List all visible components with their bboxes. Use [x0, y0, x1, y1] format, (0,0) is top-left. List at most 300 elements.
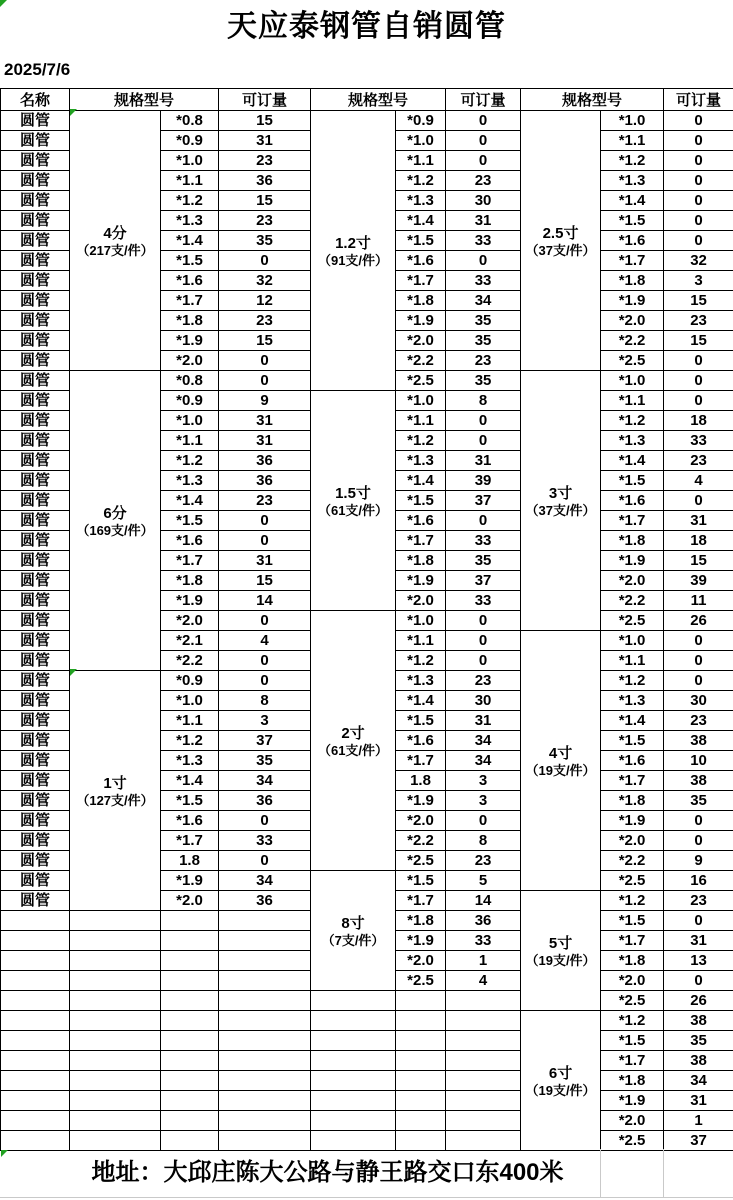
spec-cell[interactable]: *1.9 [396, 791, 446, 811]
qty-cell[interactable]: 37 [219, 731, 311, 751]
spec-cell[interactable]: *1.5 [601, 1031, 664, 1051]
qty-cell[interactable]: 0 [664, 111, 733, 131]
spec-cell[interactable]: *1.4 [396, 211, 446, 231]
spec-cell[interactable]: *1.6 [161, 531, 219, 551]
group-label-cell[interactable] [311, 871, 396, 991]
qty-cell[interactable]: 0 [219, 671, 311, 691]
qty-cell[interactable]: 4 [446, 971, 521, 991]
qty-cell[interactable]: 0 [446, 511, 521, 531]
qty-cell[interactable]: 36 [219, 891, 311, 911]
sheet-title[interactable]: 天应泰钢管自销圆管 [227, 10, 506, 43]
header-name-cell[interactable]: 名称 [1, 89, 70, 111]
qty-cell[interactable] [219, 911, 311, 931]
qty-cell[interactable]: 38 [664, 1011, 733, 1031]
group-label-cell[interactable] [70, 111, 161, 371]
spec-cell[interactable]: *1.1 [161, 711, 219, 731]
pipe-name-cell[interactable]: 圆管 [1, 331, 70, 351]
group-label-cell[interactable] [70, 1071, 161, 1091]
spec-cell[interactable]: *1.0 [161, 411, 219, 431]
spec-cell[interactable]: *1.1 [396, 411, 446, 431]
spec-cell[interactable]: *1.5 [396, 871, 446, 891]
spec-cell[interactable]: *1.7 [161, 291, 219, 311]
qty-cell[interactable]: 0 [664, 651, 733, 671]
pipe-name-cell[interactable]: 圆管 [1, 711, 70, 731]
qty-cell[interactable] [219, 1011, 311, 1031]
spec-cell[interactable] [396, 1131, 446, 1151]
qty-cell[interactable]: 15 [219, 111, 311, 131]
spec-cell[interactable]: *1.3 [601, 171, 664, 191]
pipe-name-cell[interactable]: 圆管 [1, 171, 70, 191]
spec-cell[interactable]: *1.2 [396, 651, 446, 671]
spec-cell[interactable]: *0.8 [161, 111, 219, 131]
pipe-name-cell[interactable]: 圆管 [1, 291, 70, 311]
qty-cell[interactable]: 9 [219, 391, 311, 411]
spec-cell[interactable] [161, 1051, 219, 1071]
spec-cell[interactable]: *1.6 [161, 811, 219, 831]
spec-cell[interactable]: *1.6 [161, 271, 219, 291]
spec-cell[interactable]: *2.5 [601, 611, 664, 631]
group-label-cell[interactable] [311, 1111, 396, 1131]
qty-cell[interactable]: 31 [219, 431, 311, 451]
spec-cell[interactable]: *1.0 [396, 611, 446, 631]
spec-cell[interactable] [161, 1031, 219, 1051]
pipe-name-cell[interactable]: 圆管 [1, 611, 70, 631]
group-label-cell[interactable] [311, 1131, 396, 1151]
qty-cell[interactable]: 32 [664, 251, 733, 271]
qty-cell[interactable]: 31 [664, 931, 733, 951]
spec-cell[interactable]: *2.5 [601, 1131, 664, 1151]
qty-cell[interactable]: 34 [446, 731, 521, 751]
qty-cell[interactable]: 38 [664, 1051, 733, 1071]
pipe-name-cell[interactable]: 圆管 [1, 451, 70, 471]
pipe-name-cell[interactable]: 圆管 [1, 631, 70, 651]
spec-cell[interactable]: *2.2 [161, 651, 219, 671]
spec-cell[interactable]: *2.0 [161, 351, 219, 371]
group-label-cell[interactable] [311, 391, 396, 611]
spec-cell[interactable]: *1.0 [161, 691, 219, 711]
qty-cell[interactable]: 0 [664, 631, 733, 651]
group-label-cell[interactable] [70, 1131, 161, 1151]
group-label-cell[interactable] [70, 1051, 161, 1071]
qty-cell[interactable]: 14 [219, 591, 311, 611]
pipe-name-cell[interactable]: 圆管 [1, 311, 70, 331]
qty-cell[interactable]: 15 [219, 571, 311, 591]
spec-cell[interactable]: *1.9 [396, 311, 446, 331]
spec-cell[interactable]: *1.0 [396, 391, 446, 411]
spec-cell[interactable]: *1.8 [396, 911, 446, 931]
pipe-name-cell[interactable]: 圆管 [1, 651, 70, 671]
pipe-name-cell[interactable] [1, 971, 70, 991]
spec-cell[interactable]: *1.6 [601, 751, 664, 771]
header-spec-cell[interactable]: 规格型号 [311, 89, 446, 111]
group-label-cell[interactable] [70, 1091, 161, 1111]
spec-cell[interactable] [161, 951, 219, 971]
pipe-name-cell[interactable]: 圆管 [1, 391, 70, 411]
group-label-cell[interactable] [70, 991, 161, 1011]
address-bar[interactable]: 地址：大邱庄陈大公路与静王路交口东400米 [91, 1159, 564, 1186]
spec-cell[interactable]: *1.8 [601, 531, 664, 551]
header-qty-cell[interactable]: 可订量 [664, 89, 733, 111]
spec-cell[interactable] [396, 1111, 446, 1131]
group-label-cell[interactable] [70, 1031, 161, 1051]
qty-cell[interactable]: 0 [446, 431, 521, 451]
spec-cell[interactable] [161, 1131, 219, 1151]
header-spec-cell[interactable]: 规格型号 [70, 89, 219, 111]
qty-cell[interactable]: 0 [664, 371, 733, 391]
qty-cell[interactable]: 33 [664, 431, 733, 451]
spec-cell[interactable]: *1.7 [601, 931, 664, 951]
spec-cell[interactable]: *1.8 [601, 1071, 664, 1091]
spec-cell[interactable]: *1.2 [601, 151, 664, 171]
spec-cell[interactable]: *1.7 [601, 251, 664, 271]
qty-cell[interactable]: 0 [219, 511, 311, 531]
spec-cell[interactable] [396, 1071, 446, 1091]
qty-cell[interactable] [446, 991, 521, 1011]
spec-cell[interactable]: *2.0 [396, 811, 446, 831]
spec-cell[interactable] [396, 991, 446, 1011]
spec-cell[interactable]: *1.8 [161, 311, 219, 331]
qty-cell[interactable]: 23 [446, 851, 521, 871]
spec-cell[interactable]: *1.0 [601, 371, 664, 391]
spec-cell[interactable]: *1.4 [396, 471, 446, 491]
qty-cell[interactable]: 0 [219, 351, 311, 371]
pipe-name-cell[interactable]: 圆管 [1, 431, 70, 451]
spec-cell[interactable]: *2.2 [396, 351, 446, 371]
spec-cell[interactable]: *1.7 [601, 1051, 664, 1071]
qty-cell[interactable]: 33 [446, 271, 521, 291]
qty-cell[interactable] [219, 1071, 311, 1091]
qty-cell[interactable]: 34 [219, 771, 311, 791]
group-label-cell[interactable] [311, 1011, 396, 1031]
group-label-cell[interactable] [70, 1111, 161, 1131]
qty-cell[interactable]: 35 [446, 331, 521, 351]
qty-cell[interactable] [446, 1091, 521, 1111]
qty-cell[interactable]: 0 [446, 651, 521, 671]
spec-cell[interactable]: *1.2 [396, 171, 446, 191]
qty-cell[interactable]: 30 [446, 191, 521, 211]
spec-cell[interactable]: *1.2 [161, 451, 219, 471]
pipe-name-cell[interactable]: 圆管 [1, 211, 70, 231]
pipe-name-cell[interactable] [1, 991, 70, 1011]
pipe-name-cell[interactable] [1, 931, 70, 951]
spec-cell[interactable]: *1.3 [601, 691, 664, 711]
qty-cell[interactable]: 23 [446, 671, 521, 691]
qty-cell[interactable]: 15 [664, 331, 733, 351]
pipe-name-cell[interactable]: 圆管 [1, 851, 70, 871]
group-label-cell[interactable] [311, 111, 396, 391]
group-label-cell[interactable] [311, 1091, 396, 1111]
spec-cell[interactable]: *1.6 [396, 731, 446, 751]
qty-cell[interactable]: 33 [219, 831, 311, 851]
qty-cell[interactable] [219, 1091, 311, 1111]
qty-cell[interactable]: 0 [219, 611, 311, 631]
spec-cell[interactable]: *2.5 [396, 371, 446, 391]
group-label-cell[interactable] [70, 671, 161, 911]
qty-cell[interactable]: 38 [664, 731, 733, 751]
pipe-name-cell[interactable]: 圆管 [1, 511, 70, 531]
qty-cell[interactable]: 31 [664, 511, 733, 531]
spec-cell[interactable]: *0.9 [396, 111, 446, 131]
spec-cell[interactable]: *1.3 [161, 211, 219, 231]
qty-cell[interactable] [219, 1031, 311, 1051]
qty-cell[interactable]: 0 [219, 651, 311, 671]
qty-cell[interactable] [446, 1111, 521, 1131]
spec-cell[interactable]: *2.0 [601, 1111, 664, 1131]
spec-cell[interactable]: *1.2 [161, 191, 219, 211]
qty-cell[interactable]: 5 [446, 871, 521, 891]
spec-cell[interactable]: *1.5 [601, 471, 664, 491]
spec-cell[interactable] [396, 1031, 446, 1051]
header-qty-cell[interactable]: 可订量 [219, 89, 311, 111]
qty-cell[interactable]: 37 [446, 491, 521, 511]
spec-cell[interactable]: *1.6 [601, 491, 664, 511]
qty-cell[interactable]: 8 [219, 691, 311, 711]
pipe-name-cell[interactable]: 圆管 [1, 131, 70, 151]
qty-cell[interactable]: 36 [219, 171, 311, 191]
pipe-name-cell[interactable]: 圆管 [1, 571, 70, 591]
qty-cell[interactable]: 8 [446, 391, 521, 411]
spec-cell[interactable]: *1.4 [161, 771, 219, 791]
qty-cell[interactable]: 14 [446, 891, 521, 911]
spec-cell[interactable]: *2.0 [601, 311, 664, 331]
qty-cell[interactable] [446, 1051, 521, 1071]
pipe-name-cell[interactable]: 圆管 [1, 471, 70, 491]
qty-cell[interactable]: 0 [664, 191, 733, 211]
spec-cell[interactable]: *1.8 [601, 951, 664, 971]
spec-cell[interactable]: *1.2 [396, 431, 446, 451]
qty-cell[interactable]: 1 [446, 951, 521, 971]
qty-cell[interactable]: 12 [219, 291, 311, 311]
qty-cell[interactable]: 31 [219, 131, 311, 151]
spec-cell[interactable]: *1.9 [601, 551, 664, 571]
spec-cell[interactable]: *1.7 [161, 551, 219, 571]
qty-cell[interactable]: 35 [446, 551, 521, 571]
spec-cell[interactable]: *1.0 [161, 151, 219, 171]
qty-cell[interactable]: 26 [664, 611, 733, 631]
spec-cell[interactable]: *2.2 [601, 591, 664, 611]
qty-cell[interactable]: 0 [664, 131, 733, 151]
qty-cell[interactable]: 0 [446, 151, 521, 171]
pipe-name-cell[interactable] [1, 1031, 70, 1051]
pipe-name-cell[interactable]: 圆管 [1, 231, 70, 251]
spec-cell[interactable]: *1.4 [161, 231, 219, 251]
spec-cell[interactable]: *1.5 [161, 791, 219, 811]
qty-cell[interactable]: 38 [664, 771, 733, 791]
group-label-cell[interactable] [521, 1011, 601, 1151]
qty-cell[interactable]: 31 [446, 451, 521, 471]
pipe-name-cell[interactable]: 圆管 [1, 111, 70, 131]
spec-cell[interactable]: *1.2 [601, 671, 664, 691]
spec-cell[interactable]: *2.2 [396, 831, 446, 851]
spec-cell[interactable]: *1.9 [161, 591, 219, 611]
spec-cell[interactable]: *1.7 [396, 891, 446, 911]
header-spec-cell[interactable]: 规格型号 [521, 89, 664, 111]
spec-cell[interactable]: *0.8 [161, 371, 219, 391]
spec-cell[interactable]: *1.3 [396, 671, 446, 691]
spec-cell[interactable]: *2.0 [396, 951, 446, 971]
spec-cell[interactable]: *1.1 [601, 651, 664, 671]
qty-cell[interactable]: 30 [446, 691, 521, 711]
pipe-name-cell[interactable]: 圆管 [1, 251, 70, 271]
qty-cell[interactable]: 0 [446, 111, 521, 131]
qty-cell[interactable]: 23 [219, 491, 311, 511]
pipe-name-cell[interactable] [1, 1111, 70, 1131]
qty-cell[interactable]: 33 [446, 231, 521, 251]
qty-cell[interactable]: 0 [219, 811, 311, 831]
spec-cell[interactable]: *1.4 [601, 191, 664, 211]
spec-cell[interactable]: *2.2 [601, 331, 664, 351]
spec-cell[interactable]: *1.5 [601, 211, 664, 231]
qty-cell[interactable]: 4 [219, 631, 311, 651]
spec-cell[interactable]: *1.5 [601, 731, 664, 751]
spec-cell[interactable]: *1.1 [601, 131, 664, 151]
spec-cell[interactable]: *1.2 [601, 891, 664, 911]
pipe-name-cell[interactable]: 圆管 [1, 891, 70, 911]
spec-cell[interactable]: *1.6 [396, 251, 446, 271]
spec-cell[interactable]: *1.1 [601, 391, 664, 411]
spec-cell[interactable] [161, 1091, 219, 1111]
qty-cell[interactable]: 0 [664, 211, 733, 231]
qty-cell[interactable] [219, 1051, 311, 1071]
spec-cell[interactable]: *2.1 [161, 631, 219, 651]
qty-cell[interactable]: 23 [664, 451, 733, 471]
group-label-cell[interactable] [311, 991, 396, 1011]
qty-cell[interactable]: 9 [664, 851, 733, 871]
date-label[interactable]: 2025/7/6 [4, 60, 71, 79]
pipe-name-cell[interactable]: 圆管 [1, 551, 70, 571]
qty-cell[interactable]: 0 [664, 811, 733, 831]
qty-cell[interactable]: 3 [446, 791, 521, 811]
qty-cell[interactable]: 35 [219, 751, 311, 771]
qty-cell[interactable]: 37 [446, 571, 521, 591]
qty-cell[interactable]: 0 [664, 671, 733, 691]
spec-cell[interactable] [161, 911, 219, 931]
qty-cell[interactable] [446, 1071, 521, 1091]
spec-cell[interactable]: *1.9 [601, 811, 664, 831]
qty-cell[interactable]: 3 [664, 271, 733, 291]
qty-cell[interactable] [446, 1031, 521, 1051]
group-label-cell[interactable] [521, 631, 601, 891]
group-label-cell[interactable] [70, 911, 161, 931]
spec-cell[interactable]: *1.3 [396, 191, 446, 211]
qty-cell[interactable]: 0 [219, 371, 311, 391]
spec-cell[interactable]: *1.1 [396, 631, 446, 651]
qty-cell[interactable]: 0 [664, 171, 733, 191]
spec-cell[interactable]: *2.5 [396, 851, 446, 871]
qty-cell[interactable]: 0 [219, 531, 311, 551]
qty-cell[interactable]: 35 [219, 231, 311, 251]
qty-cell[interactable]: 4 [664, 471, 733, 491]
spec-cell[interactable]: *1.3 [396, 451, 446, 471]
spec-cell[interactable]: *1.9 [396, 931, 446, 951]
qty-cell[interactable]: 26 [664, 991, 733, 1011]
pipe-name-cell[interactable]: 圆管 [1, 751, 70, 771]
qty-cell[interactable]: 23 [219, 151, 311, 171]
pipe-name-cell[interactable]: 圆管 [1, 791, 70, 811]
spec-cell[interactable]: *1.3 [601, 431, 664, 451]
group-label-cell[interactable] [70, 951, 161, 971]
spec-cell[interactable]: *1.5 [601, 911, 664, 931]
qty-cell[interactable]: 33 [446, 531, 521, 551]
spec-cell[interactable]: *1.9 [601, 1091, 664, 1111]
qty-cell[interactable]: 36 [219, 471, 311, 491]
pipe-name-cell[interactable]: 圆管 [1, 151, 70, 171]
qty-cell[interactable]: 11 [664, 591, 733, 611]
spec-cell[interactable]: *1.3 [161, 471, 219, 491]
spec-cell[interactable]: *1.2 [601, 411, 664, 431]
pipe-name-cell[interactable]: 圆管 [1, 271, 70, 291]
spec-cell[interactable]: *1.2 [601, 1011, 664, 1031]
qty-cell[interactable]: 32 [219, 271, 311, 291]
pipe-name-cell[interactable]: 圆管 [1, 831, 70, 851]
qty-cell[interactable]: 35 [446, 311, 521, 331]
qty-cell[interactable]: 39 [664, 571, 733, 591]
qty-cell[interactable]: 31 [664, 1091, 733, 1111]
spec-cell[interactable]: *0.9 [161, 391, 219, 411]
pipe-name-cell[interactable]: 圆管 [1, 771, 70, 791]
spec-cell[interactable] [161, 991, 219, 1011]
spec-cell[interactable]: *1.2 [161, 731, 219, 751]
spec-cell[interactable]: *1.1 [161, 431, 219, 451]
spec-cell[interactable]: *1.1 [161, 171, 219, 191]
qty-cell[interactable] [219, 991, 311, 1011]
pipe-name-cell[interactable] [1, 951, 70, 971]
qty-cell[interactable]: 23 [446, 351, 521, 371]
spec-cell[interactable]: *1.4 [601, 711, 664, 731]
qty-cell[interactable] [446, 1131, 521, 1151]
spec-cell[interactable]: *1.9 [396, 571, 446, 591]
spec-cell[interactable]: *1.4 [601, 451, 664, 471]
group-label-cell[interactable] [70, 931, 161, 951]
qty-cell[interactable]: 23 [664, 891, 733, 911]
spec-cell[interactable] [161, 1011, 219, 1031]
spec-cell[interactable] [161, 971, 219, 991]
qty-cell[interactable]: 31 [446, 211, 521, 231]
spec-cell[interactable]: 1.8 [161, 851, 219, 871]
qty-cell[interactable]: 10 [664, 751, 733, 771]
pipe-name-cell[interactable] [1, 1071, 70, 1091]
group-label-cell[interactable] [311, 1051, 396, 1071]
qty-cell[interactable]: 0 [664, 831, 733, 851]
spec-cell[interactable]: *0.9 [161, 131, 219, 151]
qty-cell[interactable] [219, 971, 311, 991]
spec-cell[interactable]: *1.5 [396, 231, 446, 251]
spec-cell[interactable]: *1.8 [396, 291, 446, 311]
qty-cell[interactable]: 15 [219, 191, 311, 211]
qty-cell[interactable]: 0 [664, 971, 733, 991]
spec-cell[interactable]: *2.5 [396, 971, 446, 991]
spec-cell[interactable]: *1.9 [601, 291, 664, 311]
qty-cell[interactable]: 23 [219, 311, 311, 331]
spec-cell[interactable] [396, 1091, 446, 1111]
qty-cell[interactable]: 15 [664, 551, 733, 571]
qty-cell[interactable]: 23 [664, 311, 733, 331]
qty-cell[interactable]: 15 [664, 291, 733, 311]
qty-cell[interactable]: 18 [664, 531, 733, 551]
qty-cell[interactable]: 23 [664, 711, 733, 731]
pipe-name-cell[interactable]: 圆管 [1, 491, 70, 511]
qty-cell[interactable]: 39 [446, 471, 521, 491]
group-label-cell[interactable] [70, 971, 161, 991]
spec-cell[interactable]: *0.9 [161, 671, 219, 691]
qty-cell[interactable]: 0 [219, 251, 311, 271]
pipe-name-cell[interactable]: 圆管 [1, 351, 70, 371]
spec-cell[interactable]: *1.7 [161, 831, 219, 851]
spec-cell[interactable]: *2.0 [601, 571, 664, 591]
spec-cell[interactable]: *1.9 [161, 871, 219, 891]
spec-cell[interactable]: *1.7 [396, 751, 446, 771]
spec-cell[interactable]: *1.7 [601, 771, 664, 791]
